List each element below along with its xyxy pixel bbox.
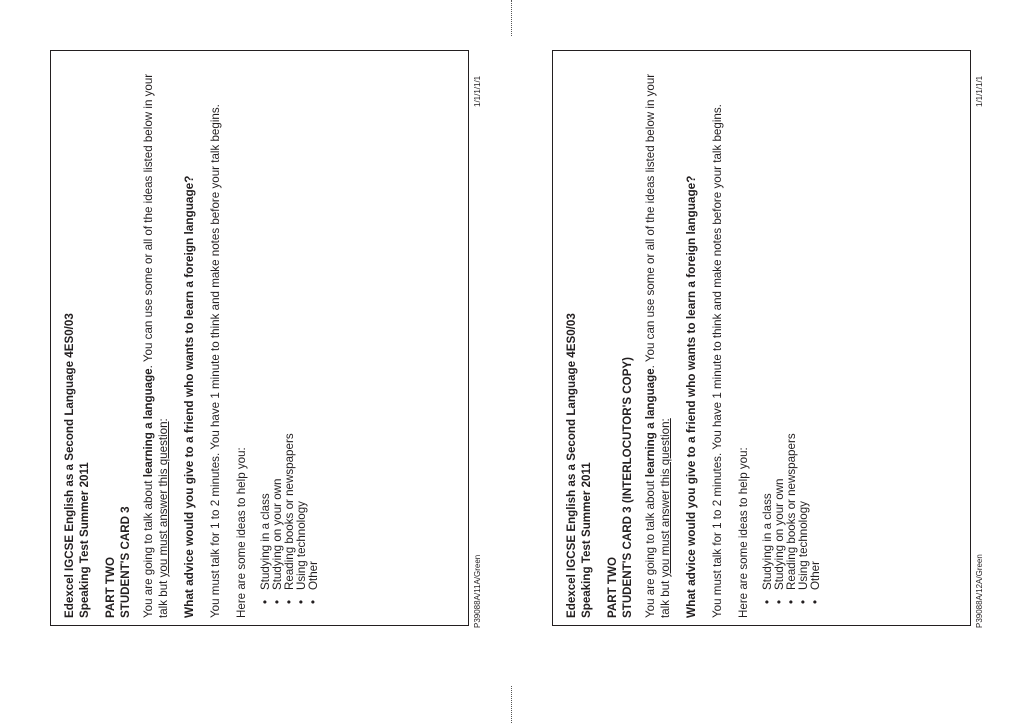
ideas-intro: Here are some ideas to help you: (737, 447, 750, 618)
exam-title: Edexcel IGCSE English as a Second Language 4ES0/03 (565, 313, 578, 618)
must-answer-text: you must answer this question: (659, 418, 672, 578)
question-text: What advice would you give to a friend who wants to learn a foreign language? (182, 175, 196, 618)
list-item: • Using technology (798, 58, 810, 604)
exam-session: Speaking Test Summer 2011 (78, 462, 91, 618)
card-title: STUDENT'S CARD 3 (INTERLOCUTOR'S COPY) (621, 356, 634, 618)
student-card-content (62, 58, 472, 618)
list-item: • Using technology (296, 58, 308, 604)
ideas-list (260, 58, 320, 618)
part-label: PART TWO (606, 557, 619, 618)
footer-code: P39088A/11A/Green (473, 554, 482, 628)
part-label: PART TWO (104, 557, 117, 618)
list-item: • Reading books or newspapers (786, 58, 798, 604)
list-item: • Studying in a class (762, 58, 774, 604)
cut-line-bottom (511, 686, 512, 723)
list-item: • Other (308, 58, 320, 604)
must-answer-text: you must answer this question (157, 421, 170, 578)
instruction-text: You must talk for 1 to 2 minutes. You have 1 minute to think and make notes before your talk begins. (209, 104, 222, 618)
footer-code: P39088A/12A/Green (975, 554, 984, 628)
card-title: STUDENT'S CARD 3 (119, 506, 132, 618)
list-item: • Reading books or newspapers (284, 58, 296, 604)
instruction-text: You must talk for 1 to 2 minutes. You have 1 minute to think and make notes before your talk begins. (711, 104, 724, 618)
page-code: 1/1/1/1/1 (473, 75, 482, 107)
intro-paragraph: You are going to talk about learning a language. You can use some or all of the ideas listed below in your talk but you must answer this question: (142, 73, 170, 618)
list-item: • Studying on your own (272, 58, 284, 604)
interlocutor-card-content (564, 58, 974, 618)
page-code: 1/1/1/1/1 (975, 75, 984, 107)
list-item: • Studying in a class (260, 58, 272, 604)
topic-text: learning a language (644, 368, 657, 478)
list-item: • Studying on your own (774, 58, 786, 604)
ideas-intro: Here are some ideas to help you: (235, 447, 248, 618)
exam-session: Speaking Test Summer 2011 (580, 462, 593, 618)
ideas-list (762, 58, 822, 618)
topic-text: learning a language (142, 368, 155, 478)
cut-line-top (511, 0, 512, 36)
list-item: • Other (810, 58, 822, 604)
intro-paragraph: You are going to talk about learning a language. You can use some or all of the ideas listed below in your talk but you must answer this question: (644, 73, 672, 618)
exam-title: Edexcel IGCSE English as a Second Language 4ES0/03 (63, 313, 76, 618)
question-text: What advice would you give to a friend who wants to learn a foreign language? (684, 175, 698, 618)
